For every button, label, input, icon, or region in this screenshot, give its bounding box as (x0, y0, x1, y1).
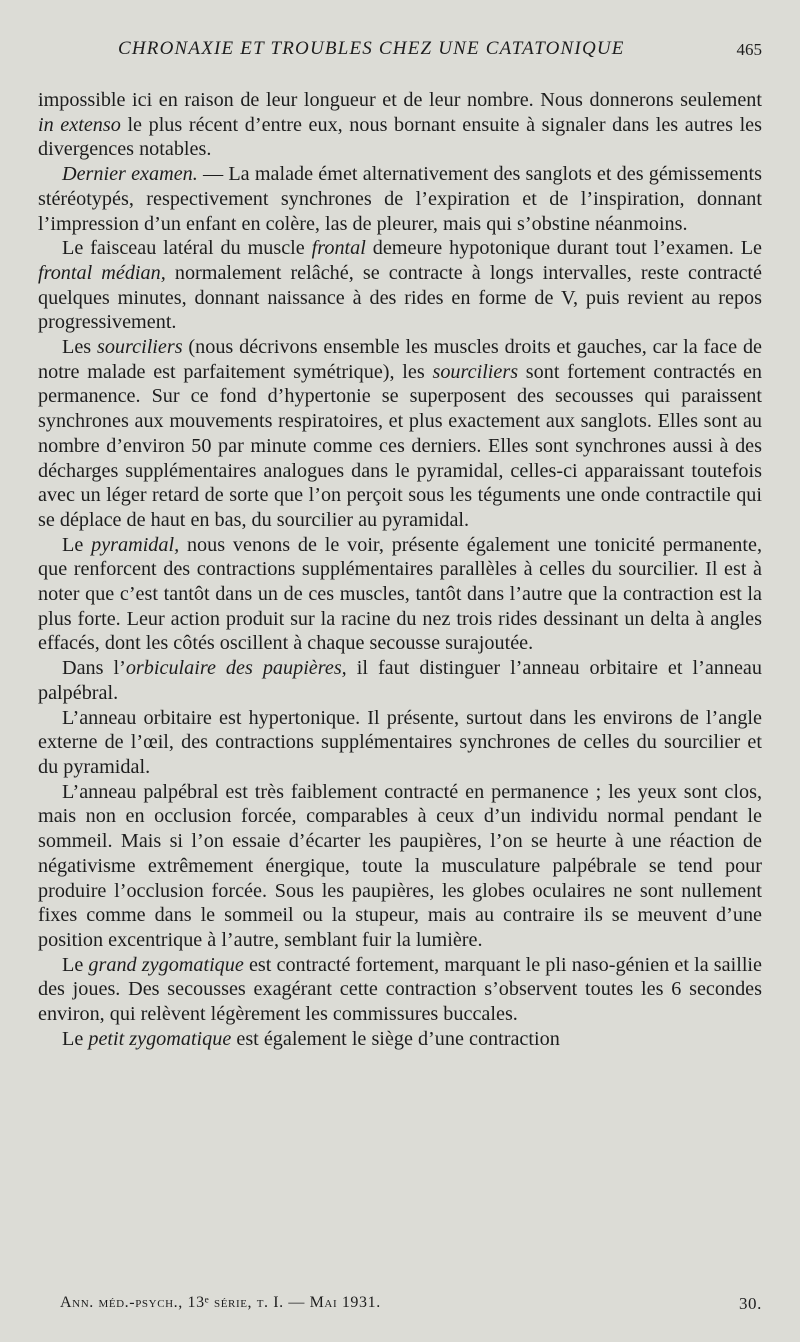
italic-run: orbiculaire des paupières, (125, 657, 347, 680)
paragraph-1 (38, 88, 762, 162)
text-run: Le (62, 1027, 89, 1050)
italic-run: Dernier examen. (62, 163, 198, 186)
italic-run: frontal médian, (38, 261, 166, 284)
running-title: CHRONAXIE ET TROUBLES CHEZ UNE CATATONIQUE (118, 38, 625, 59)
text-run: (nous décrivons ensemble les muscles droits et gauches, car la face de notre malade est parfaitement symétrique), les (38, 336, 763, 383)
italic-run: in extenso (38, 113, 121, 136)
text-run: Le (62, 533, 92, 556)
journal-citation: Ann. méd.-psych., 13ᵉ série, t. I. — Mai 1931. (60, 1294, 381, 1311)
text-run: — La malade émet alternativement des sanglots et des gémissements stéréotypés, respectivement synchrones de l’expiration et de l’inspiration, donnant l’impression d’un enfant en colère, las de pleurer, mais qui s’obstine néanmoins. (38, 163, 762, 235)
signature-mark: 30. (738, 1294, 762, 1313)
paragraph-6 (38, 656, 762, 705)
running-header (118, 38, 762, 60)
paragraph-7: L’anneau orbitaire est hypertonique. Il présente, surtout dans les environs de l’angle externe de l’œil, des contractions supplémentaires synchrones de celles du sourcilier et du pyramidal. (38, 706, 762, 778)
paragraph-8: L’anneau palpébral est très faiblement contracté en permanence ; les yeux sont clos, mais non en occlusion forcée, comparables à ceux d’un individu normal pendant le sommeil. Mais si l’on essaie d’écarter les paupières, l’on se heurte à une réaction de négativisme extrêmement énergique, toute la musculature palpébrale se tend pour produire l’occlusion forcée. Sous les paupières, les globes oculaires ne sont nullement fixes comme dans le sommeil ou la stupeur, mais au contraire ils se meuvent d’une position excentrique à l’autre, semblant fuir la lumière. (38, 780, 762, 951)
paragraph-2 (38, 162, 762, 236)
italic-run: sourciliers (432, 360, 519, 383)
text-run: nous venons de le voir, présente également une tonicité permanente, que renforcent des contractions supplémentaires parallèles à celles du sourcilier. Il est à noter que c’est tantôt dans un de ces muscles, tantôt dans l’autre que la contraction est la plus forte. Leur action produit sur la racine du nez trois rides dessinant un delta à angles effacés, dont les côtés oscillent à chaque secousse surajoutée. (38, 533, 763, 655)
paragraph-4 (38, 335, 762, 533)
text-run: Dans l’ (62, 657, 126, 680)
paragraph-10 (38, 1027, 762, 1052)
text-run: Les (62, 336, 97, 359)
text-run: est contracté fortement, marquant le pli naso-génien et la saillie des joues. Des secousses exagérant cette contraction s’observent toutes les 6 secondes environ, qui relèvent légèrement les commissures buccales. (38, 953, 762, 1026)
text-run: Le (62, 953, 89, 976)
text-run: sont fortement contractés en permanence. Sur ce fond d’hypertonie se superposent des secousses qui paraissent synchrones aux mouvements respiratoires, et plus exactement aux sanglots. Elles sont au nombre d’environ 50 par minute comme ces derniers. Elles sont synchrones aussi à des décharges supplémentaires analogues dans le pyramidal, celles-ci apparaissant toutefois avec un léger retard de sorte que l’on perçoit sous les téguments une onde contractile qui se déplace de haut en bas, du sourcilier au pyramidal. (38, 360, 762, 531)
paragraph-9 (38, 953, 762, 1027)
paragraph-3 (38, 236, 762, 335)
text-run: demeure hypotonique durant tout l’examen. Le (365, 237, 762, 260)
page-footer (60, 1294, 762, 1312)
italic-run: petit zygomatique (88, 1027, 232, 1050)
paragraph-5 (38, 533, 762, 657)
italic-run: grand zygomatique (88, 953, 244, 976)
text-run: normalement relâché, se contracte à longs intervalles, reste contracté quelques minutes, donnant naissance à des rides en forme de V, puis revient au repos progressivement. (38, 261, 762, 334)
italic-run: pyramidal, (91, 533, 180, 556)
italic-run: sourciliers (96, 336, 183, 359)
text-run: impossible ici en raison de leur longueur et de leur nombre. Nous donnerons seulement (38, 89, 762, 111)
body-text (38, 88, 762, 1051)
text-run: est également le siège d’une contraction (231, 1027, 560, 1050)
page-number: 465 (736, 40, 762, 59)
italic-run: frontal (311, 237, 366, 260)
text-run: Le faisceau latéral du muscle (62, 237, 312, 260)
text-run: il faut distinguer l’anneau orbitaire et l’anneau palpébral. (38, 657, 762, 704)
text-run: le plus récent d’entre eux, nous bornant ensuite à signaler dans les autres les divergences notables. (38, 113, 762, 161)
